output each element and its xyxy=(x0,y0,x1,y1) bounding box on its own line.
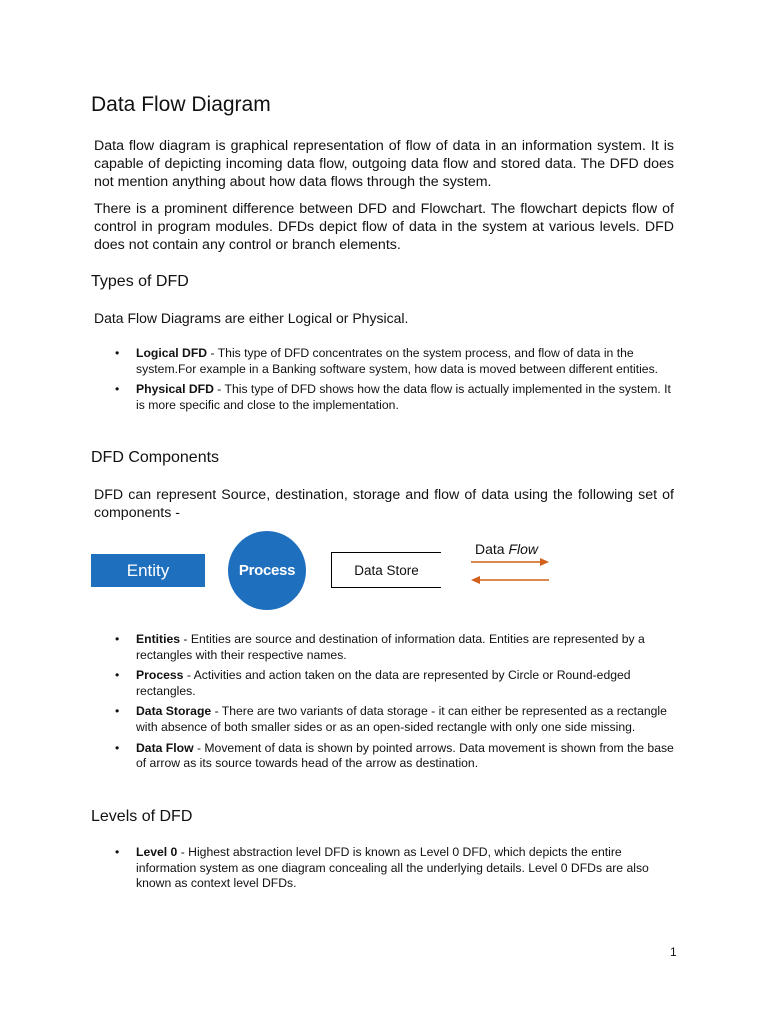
bullet-icon: • xyxy=(115,668,120,683)
page-number: 1 xyxy=(670,945,677,959)
list-item xyxy=(115,704,675,735)
entity-shape: Entity xyxy=(91,554,205,587)
page-title: Data Flow Diagram xyxy=(91,93,271,116)
right-arrow-icon xyxy=(471,558,549,566)
item-term: Process xyxy=(136,668,184,683)
levels-list xyxy=(115,845,675,897)
item-term: Logical DFD xyxy=(136,346,208,360)
intro-paragraph-1: Data flow diagram is graphical representation of flow of data in an information system. It is capable of depicting incoming data flow, outgoing data flow and stored data. The DFD does not mention anything about how data flows through the system. xyxy=(94,138,674,190)
item-text: - Movement of data is shown by pointed arrows. Data movement is shown from the base of arrow as its source towards head of the arrow as destination. xyxy=(136,740,674,771)
list-item xyxy=(115,632,675,663)
item-term: Data Flow xyxy=(136,740,194,755)
section-heading-types: Types of DFD xyxy=(91,273,189,290)
item-text: - This type of DFD concentrates on the system process, and flow of data in the system.For example in a Banking software system, how data is moved between different entities. xyxy=(136,346,659,376)
types-lead: Data Flow Diagrams are either Logical or Physical. xyxy=(94,310,409,326)
item-term: Level 0 xyxy=(136,845,178,859)
left-arrow-icon xyxy=(471,576,549,584)
list-item xyxy=(115,346,675,377)
list-item xyxy=(115,741,675,772)
item-text: - Entities are source and destination of information data. Entities are represented by a rectangles with their respective names. xyxy=(136,632,645,662)
list-item xyxy=(115,668,675,699)
bullet-icon: • xyxy=(115,845,120,859)
components-list xyxy=(115,632,675,777)
flow-word-data: Data xyxy=(475,541,505,557)
item-term: Physical DFD xyxy=(136,382,214,397)
item-text: - This type of DFD shows how the data flow is actually implemented in the system. It is more specific and close to the implementation. xyxy=(136,382,671,412)
components-lead: DFD can represent Source, destination, storage and flow of data using the following set of components - xyxy=(94,487,674,521)
dfd-components-figure xyxy=(90,530,560,614)
section-heading-levels: Levels of DFD xyxy=(91,808,193,825)
types-list xyxy=(115,346,675,418)
intro-paragraph-2: There is a prominent difference between DFD and Flowchart. The flowchart depicts flow of control in program modules. DFDs depict flow of data in the system at various levels. DFD does not contain any control or branch elements. xyxy=(94,201,674,253)
data-flow-arrows xyxy=(469,555,551,589)
list-item xyxy=(115,845,675,892)
item-text: - There are two variants of data storage - it can either be represented as a rectangle with absence of both smaller sides or as an open-sided rectangle with only one side missing. xyxy=(136,704,667,734)
process-shape: Process xyxy=(228,531,306,610)
bullet-icon: • xyxy=(115,382,120,397)
item-term: Entities xyxy=(136,632,181,646)
bullet-icon: • xyxy=(115,704,120,719)
data-store-shape: Data Store xyxy=(331,552,441,588)
item-text: - Activities and action taken on the data are represented by Circle or Round-edged rectangles. xyxy=(136,668,631,698)
item-text: - Highest abstraction level DFD is known as Level 0 DFD, which depicts the entire information system as one diagram concealing all the underlying details. Level 0 DFDs are also known as context level DFDs. xyxy=(136,845,649,891)
bullet-icon: • xyxy=(115,740,120,755)
flow-word-flow: Flow xyxy=(508,541,539,557)
bullet-icon: • xyxy=(115,632,120,646)
list-item xyxy=(115,382,675,413)
bullet-icon: • xyxy=(115,346,120,360)
section-heading-components: DFD Components xyxy=(91,449,220,466)
item-term: Data Storage xyxy=(136,704,212,719)
